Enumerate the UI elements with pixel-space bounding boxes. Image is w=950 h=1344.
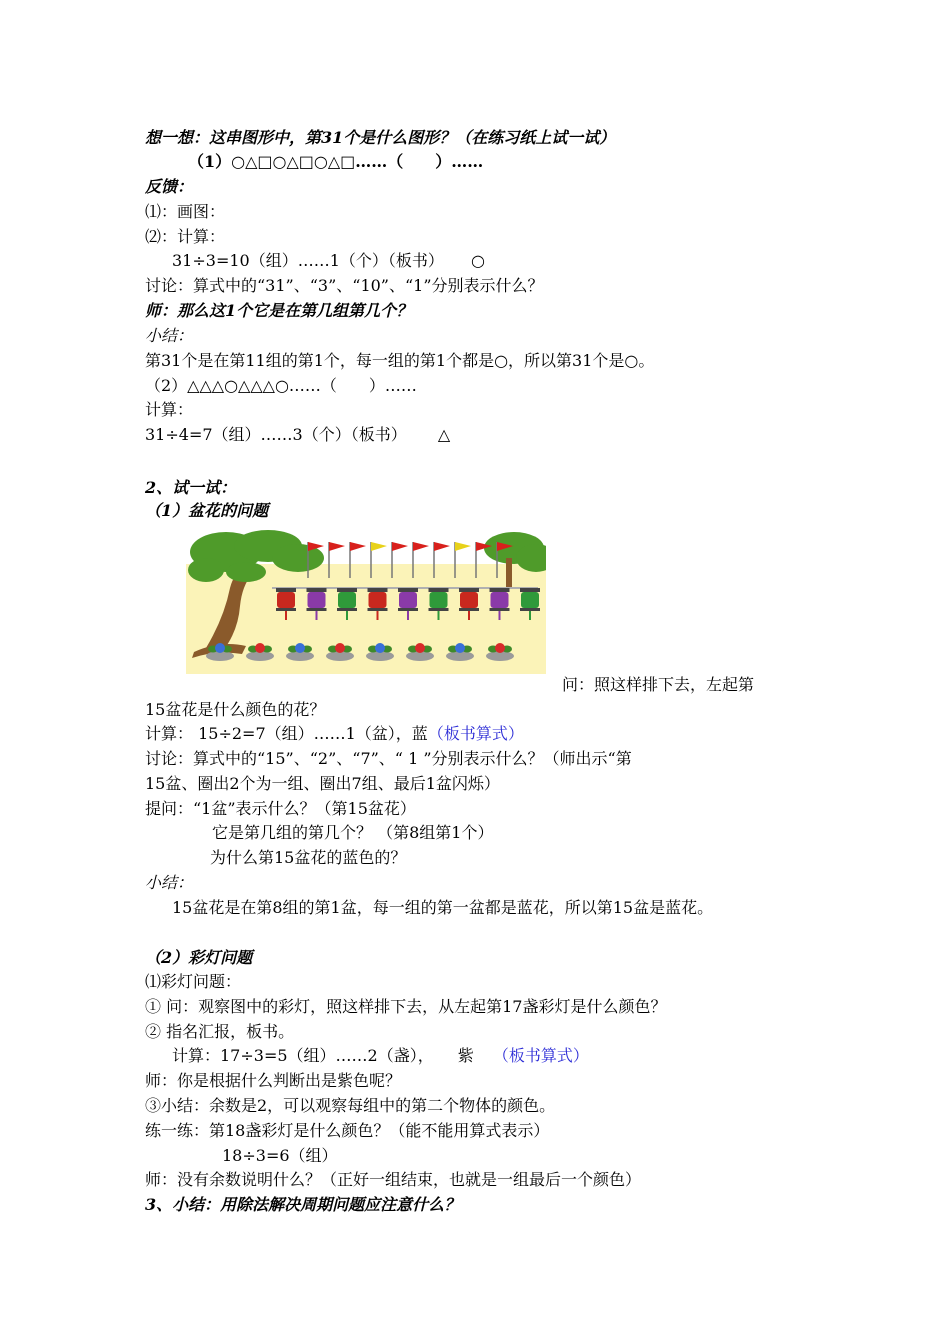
lantern xyxy=(491,592,509,608)
no-remainder-question: 师：没有余数说明什么？（正好一组结束，也就是一组最后一个颜色） xyxy=(145,1170,642,1189)
formula-1-text: 31÷3=10（组）……1（个）（板书） xyxy=(172,251,444,270)
lantern-cap xyxy=(276,588,296,592)
flower xyxy=(375,643,385,653)
sequence-2: （2）△△△○△△△○……（ ）…… xyxy=(145,376,417,395)
think-title: 想一想：这串图形中，第31个是什么图形？（在练习纸上试一试） xyxy=(145,128,616,147)
lantern-base xyxy=(398,608,418,611)
calc-step: ⑵：计算： xyxy=(145,227,226,246)
triangle-answer: △ xyxy=(437,425,451,444)
lantern-cap xyxy=(459,588,479,592)
flower xyxy=(295,643,305,653)
formula-2 xyxy=(145,425,450,445)
lantern xyxy=(460,592,478,608)
circle-answer: ○ xyxy=(471,251,485,270)
lamp-question-2: ② 指名汇报，板书。 xyxy=(145,1022,295,1041)
lantern-cap xyxy=(368,588,388,592)
lantern-base xyxy=(429,608,449,611)
discussion-2-line-2: 15盆、圈出2个为一组、圈出7组、最后1盆闪烁） xyxy=(145,774,500,793)
calc-label: 计算： xyxy=(145,400,194,419)
lamp-problem-heading: （2）彩灯问题 xyxy=(145,948,253,967)
flower-question-part-2: 15盆花是什么颜色的花？ xyxy=(145,700,326,719)
lanterns-and-flowers-illustration xyxy=(186,528,546,674)
lantern-cap xyxy=(520,588,540,592)
flower xyxy=(415,643,425,653)
lantern xyxy=(338,592,356,608)
lamp-calc-text: 计算：17÷3=5（组）……2（盏）， 紫 xyxy=(172,1046,474,1065)
lamp-summary: ③小结：余数是2，可以观察每组中的第二个物体的颜色。 xyxy=(145,1096,556,1115)
lantern-base xyxy=(490,608,510,611)
lantern xyxy=(521,592,539,608)
discussion-1: 讨论：算式中的“31”、“3”、“10”、“1”分别表示什么？ xyxy=(145,276,544,295)
ask-line-1: 提问：“1盆”表示什么？（第15盆花） xyxy=(145,799,416,818)
feedback-heading: 反馈： xyxy=(145,177,194,196)
lamp-board-note: （板书算式） xyxy=(492,1046,589,1065)
flower xyxy=(215,643,225,653)
lamp-problem-title: ⑴彩灯问题： xyxy=(145,972,242,991)
ask-line-2: 它是第几组的第几个？ （第8组第1个） xyxy=(212,823,494,842)
flower xyxy=(455,643,465,653)
discussion-2-line-1: 讨论：算式中的“15”、“2”、“7”、“ 1 ”分别表示什么？（师出示“第 xyxy=(145,749,632,768)
flower-calc-text: 计算： 15÷2=7（组）……1（盆），蓝 xyxy=(145,724,428,743)
lamp-calculation xyxy=(172,1046,589,1066)
flower-calculation xyxy=(145,724,524,744)
lantern-cap xyxy=(307,588,327,592)
flower-question-part-1: 问：照这样排下去，左起第 xyxy=(562,675,755,694)
summary-label-2: 小结： xyxy=(145,873,194,892)
lantern-base xyxy=(520,608,540,611)
practice-question: 练一练：第18盏彩灯是什么颜色？（能不能用算式表示） xyxy=(145,1121,550,1140)
flower-problem-heading: （1）盆花的问题 xyxy=(145,501,269,520)
lamp-teacher-question: 师：你是根据什么判断出是紫色呢？ xyxy=(145,1071,402,1090)
flower xyxy=(255,643,265,653)
summary-label-1: 小结： xyxy=(145,326,194,345)
flower xyxy=(335,643,345,653)
lantern xyxy=(308,592,326,608)
section-2-heading: 2、试一试： xyxy=(145,478,237,497)
lantern xyxy=(399,592,417,608)
formula-2-text: 31÷4=7（组）……3（个）（板书） xyxy=(145,425,407,444)
lantern-cap xyxy=(490,588,510,592)
practice-formula: 18÷3=6（组） xyxy=(222,1146,338,1165)
summary-2: 15盆花是在第8组的第1盆，每一组的第一盆都是蓝花，所以第15盆是蓝花。 xyxy=(172,898,714,917)
lantern-base xyxy=(307,608,327,611)
summary-1: 第31个是在第11组的第1个，每一组的第1个都是○，所以第31个是○。 xyxy=(145,351,655,370)
ask-line-3: 为什么第15盆花的蓝色的？ xyxy=(210,848,407,867)
flower xyxy=(495,643,505,653)
board-note: （板书算式） xyxy=(427,724,524,743)
lantern-cap xyxy=(337,588,357,592)
lantern-base xyxy=(368,608,388,611)
section-3-heading: 3、小结：用除法解决周期问题应注意什么？ xyxy=(145,1195,461,1214)
lantern xyxy=(369,592,387,608)
sequence-1: （1）○△□○△□○△□……（ ）…… xyxy=(188,152,484,171)
formula-1 xyxy=(172,251,485,271)
lantern xyxy=(277,592,295,608)
lantern-base xyxy=(276,608,296,611)
teacher-question-1: 师：那么这1个它是在第几组第几个？ xyxy=(145,301,413,320)
lantern-cap xyxy=(429,588,449,592)
lantern xyxy=(430,592,448,608)
lantern-base xyxy=(459,608,479,611)
lantern-row xyxy=(276,588,540,620)
lamp-question-1: ① 问：观察图中的彩灯，照这样排下去，从左起第17盏彩灯是什么颜色？ xyxy=(145,997,667,1016)
lantern-base xyxy=(337,608,357,611)
draw-step: ⑴：画图： xyxy=(145,202,226,221)
lantern-cap xyxy=(398,588,418,592)
